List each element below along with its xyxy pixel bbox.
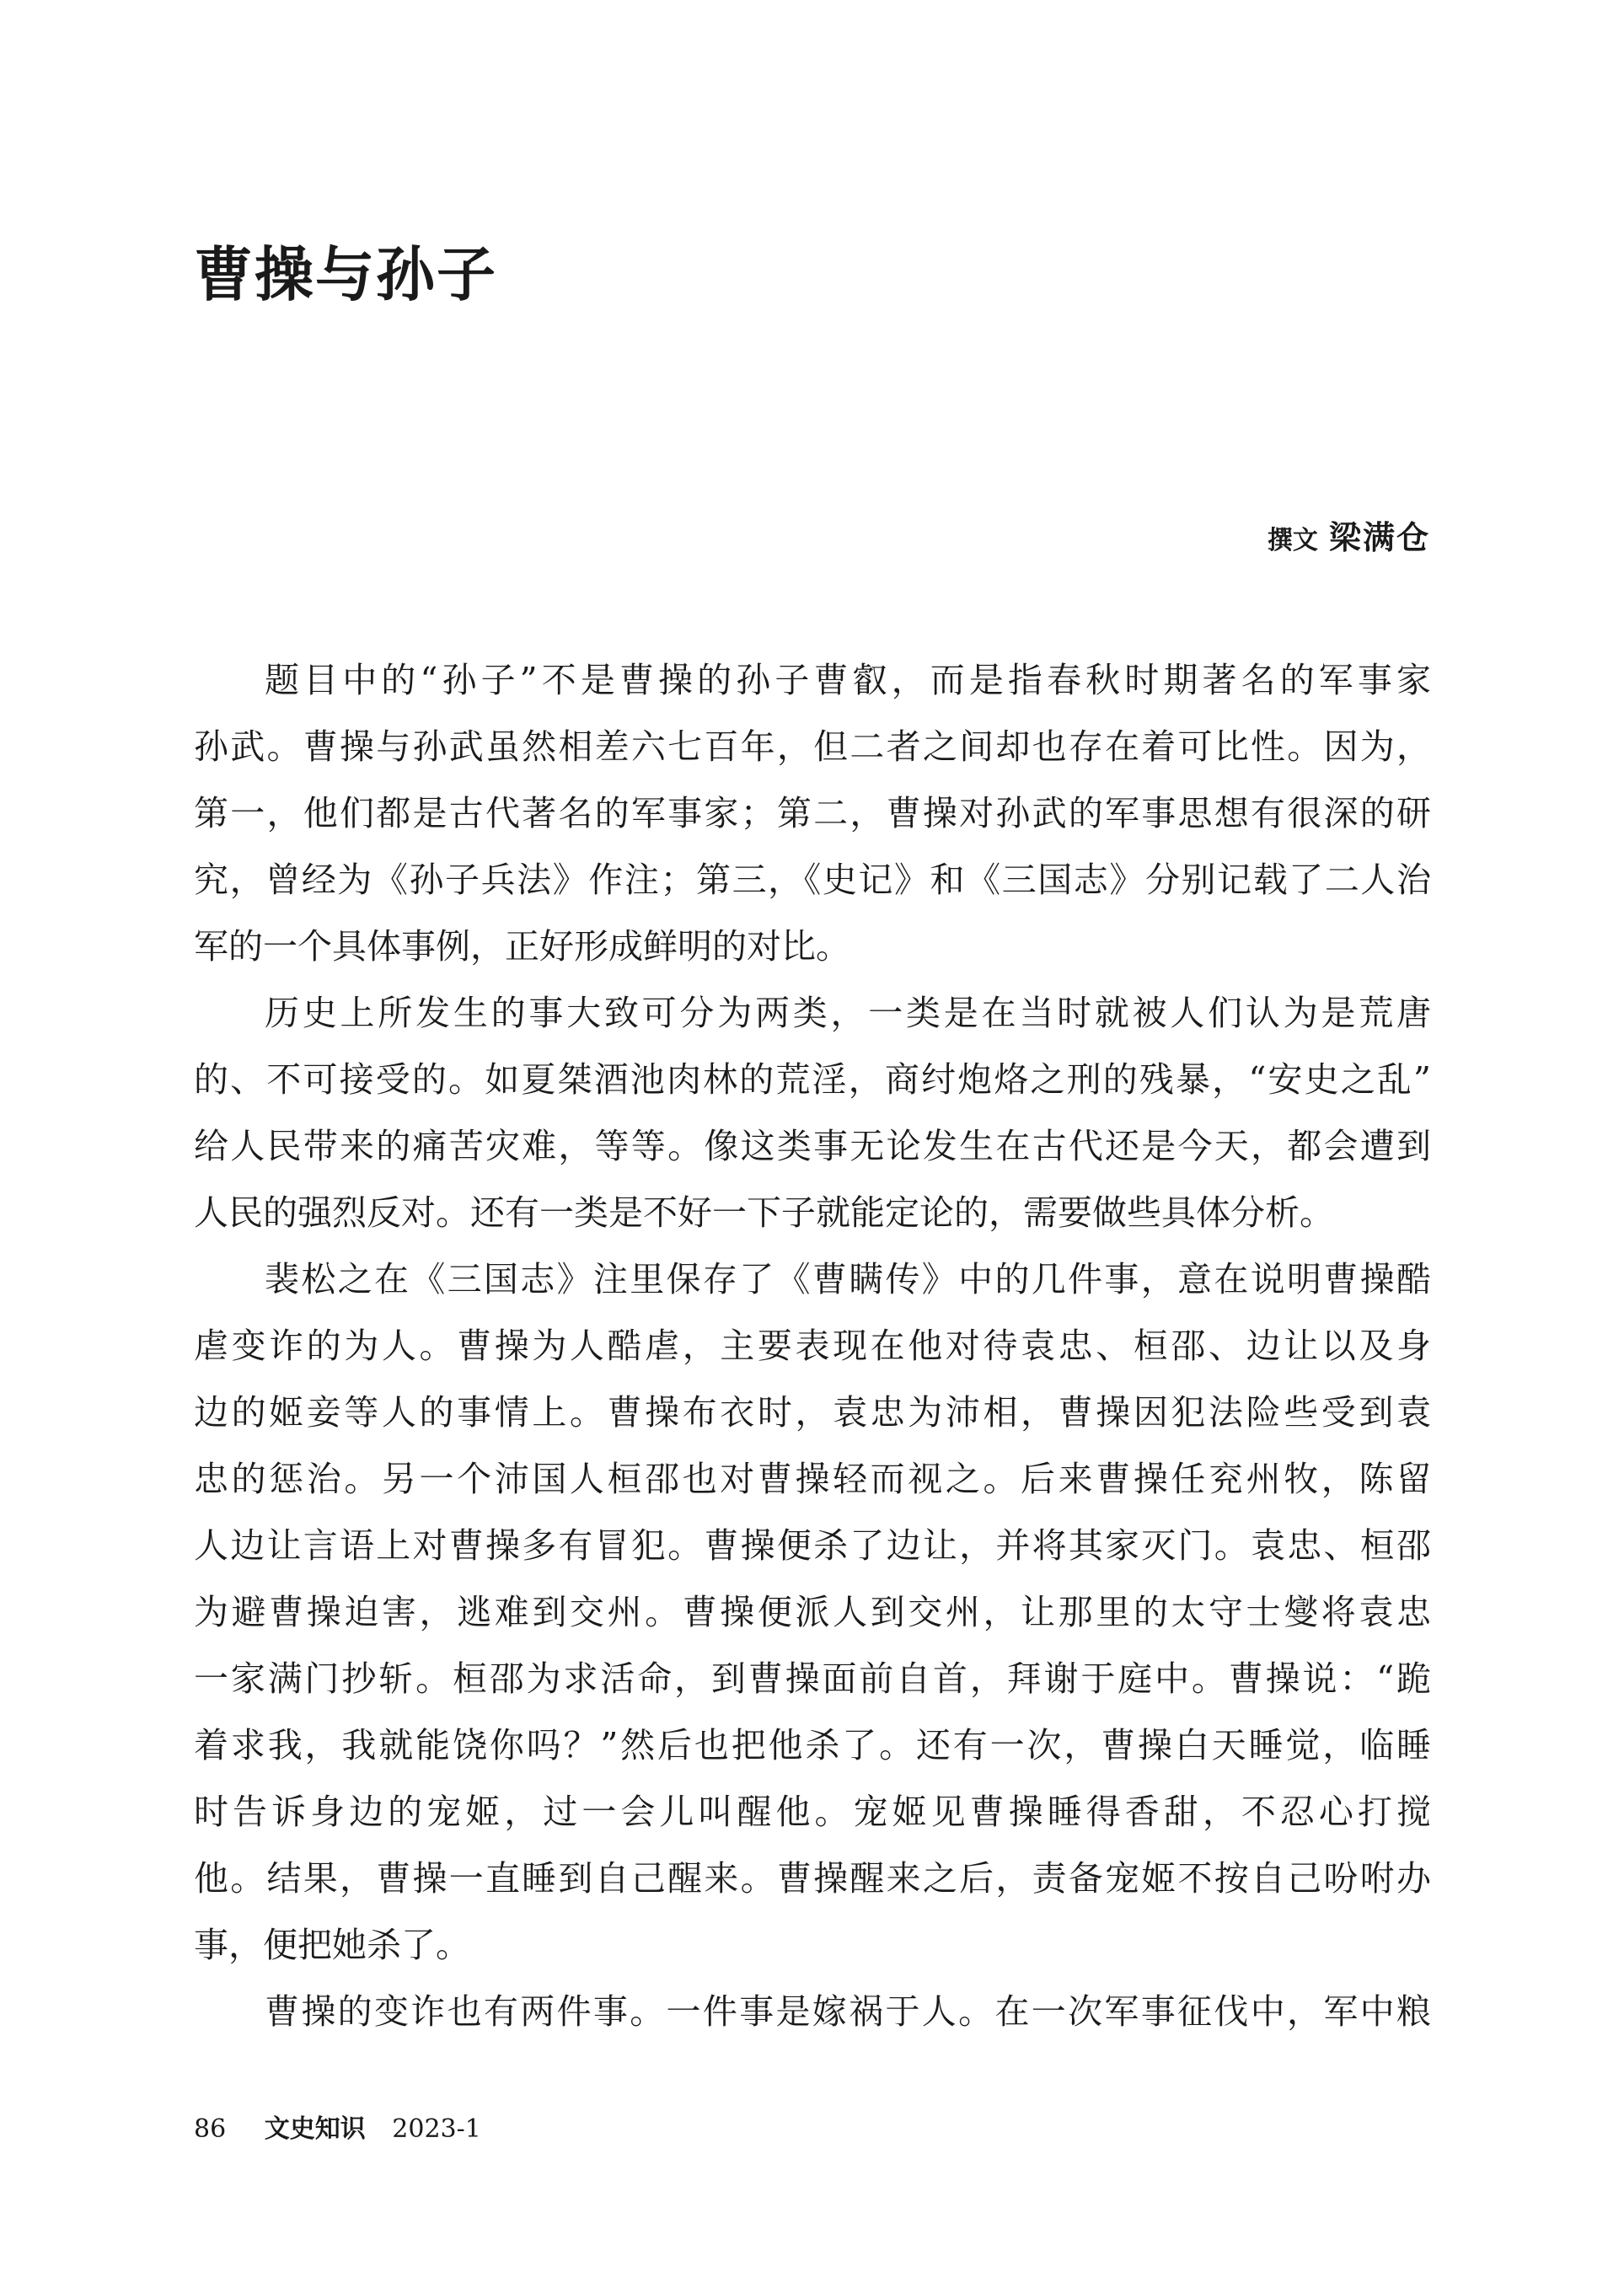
paragraph-3-line-1: 裴松之在《三国志》注里保存了《曹瞒传》中的几件事，意在说明曹操酷	[265, 1259, 1431, 1299]
journal-issue: 2023-1	[392, 2114, 481, 2144]
paragraph-3-line-8: 着求我，我就能饶你吗？”然后也把他杀了。还有一次，曹操白天睡觉，临睡	[194, 1725, 1431, 1765]
paragraph-3-line-7: 一家满门抄斩。桓邵为求活命，到曹操面前自首，拜谢于庭中。曹操说：“跪	[194, 1658, 1431, 1699]
paragraph-3-line-6: 为避曹操迫害，逃难到交州。曹操便派人到交州，让那里的太守士燮将袁忠	[194, 1592, 1431, 1632]
page-number: 86	[194, 2114, 227, 2144]
paragraph-2-line-3: 给人民带来的痛苦灾难，等等。像这类事无论发生在古代还是今天，都会遭到	[194, 1126, 1431, 1166]
paragraph-3-line-9: 时告诉身边的宠姬，过一会儿叫醒他。宠姬见曹操睡得香甜，不忍心打搅	[194, 1792, 1431, 1832]
paragraph-2-line-4: 人民的强烈反对。还有一类是不好一下子就能定论的，需要做些具体分析。	[194, 1192, 1334, 1233]
author-name: 梁满仓	[1328, 518, 1430, 556]
byline	[1268, 512, 1430, 570]
byline-label: 撰文	[1267, 526, 1318, 555]
paragraph-3-line-4: 忠的惩治。另一个沛国人桓邵也对曹操轻而视之。后来曹操任兖州牧，陈留	[194, 1459, 1431, 1499]
journal-name: 文史知识	[264, 2114, 366, 2144]
paragraph-1-line-1: 题目中的“孙子”不是曹操的孙子曹叡，而是指春秋时期著名的军事家	[265, 660, 1431, 700]
paragraph-3-line-5: 人边让言语上对曹操多有冒犯。曹操便杀了边让，并将其家灭门。袁忠、桓邵	[194, 1525, 1431, 1566]
paragraph-1-line-5: 军的一个具体事例，正好形成鲜明的对比。	[194, 926, 850, 967]
paragraph-2-line-2: 的、不可接受的。如夏桀酒池肉林的荒淫，商纣炮烙之刑的残暴，“安史之乱”	[194, 1059, 1431, 1100]
paragraph-1-line-2: 孙武。曹操与孙武虽然相差六七百年，但二者之间却也存在着可比性。因为，	[194, 726, 1431, 767]
page-footer	[194, 2108, 481, 2151]
paragraph-3-line-10: 他。结果，曹操一直睡到自己醒来。曹操醒来之后，责备宠姬不按自己吩咐办	[194, 1858, 1431, 1899]
article-title: 曹操与孙子	[194, 239, 497, 309]
paragraph-1-line-3: 第一，他们都是古代著名的军事家；第二，曹操对孙武的军事思想有很深的研	[194, 793, 1431, 833]
paragraph-1-line-4: 究，曾经为《孙子兵法》作注；第三，《史记》和《三国志》分别记载了二人治	[194, 860, 1431, 900]
paragraph-2-line-1: 历史上所发生的事大致可分为两类，一类是在当时就被人们认为是荒唐	[265, 993, 1431, 1033]
paragraph-4-line-1: 曹操的变诈也有两件事。一件事是嫁祸于人。在一次军事征伐中，军中粮	[265, 1991, 1431, 2032]
paragraph-3-line-3: 边的姬妾等人的事情上。曹操布衣时，袁忠为沛相，曹操因犯法险些受到袁	[194, 1392, 1431, 1433]
paragraph-3-line-11: 事，便把她杀了。	[194, 1925, 470, 1965]
paragraph-3-line-2: 虐变诈的为人。曹操为人酷虐，主要表现在他对待袁忠、桓邵、边让以及身	[194, 1326, 1431, 1366]
article-body	[194, 647, 1431, 2045]
